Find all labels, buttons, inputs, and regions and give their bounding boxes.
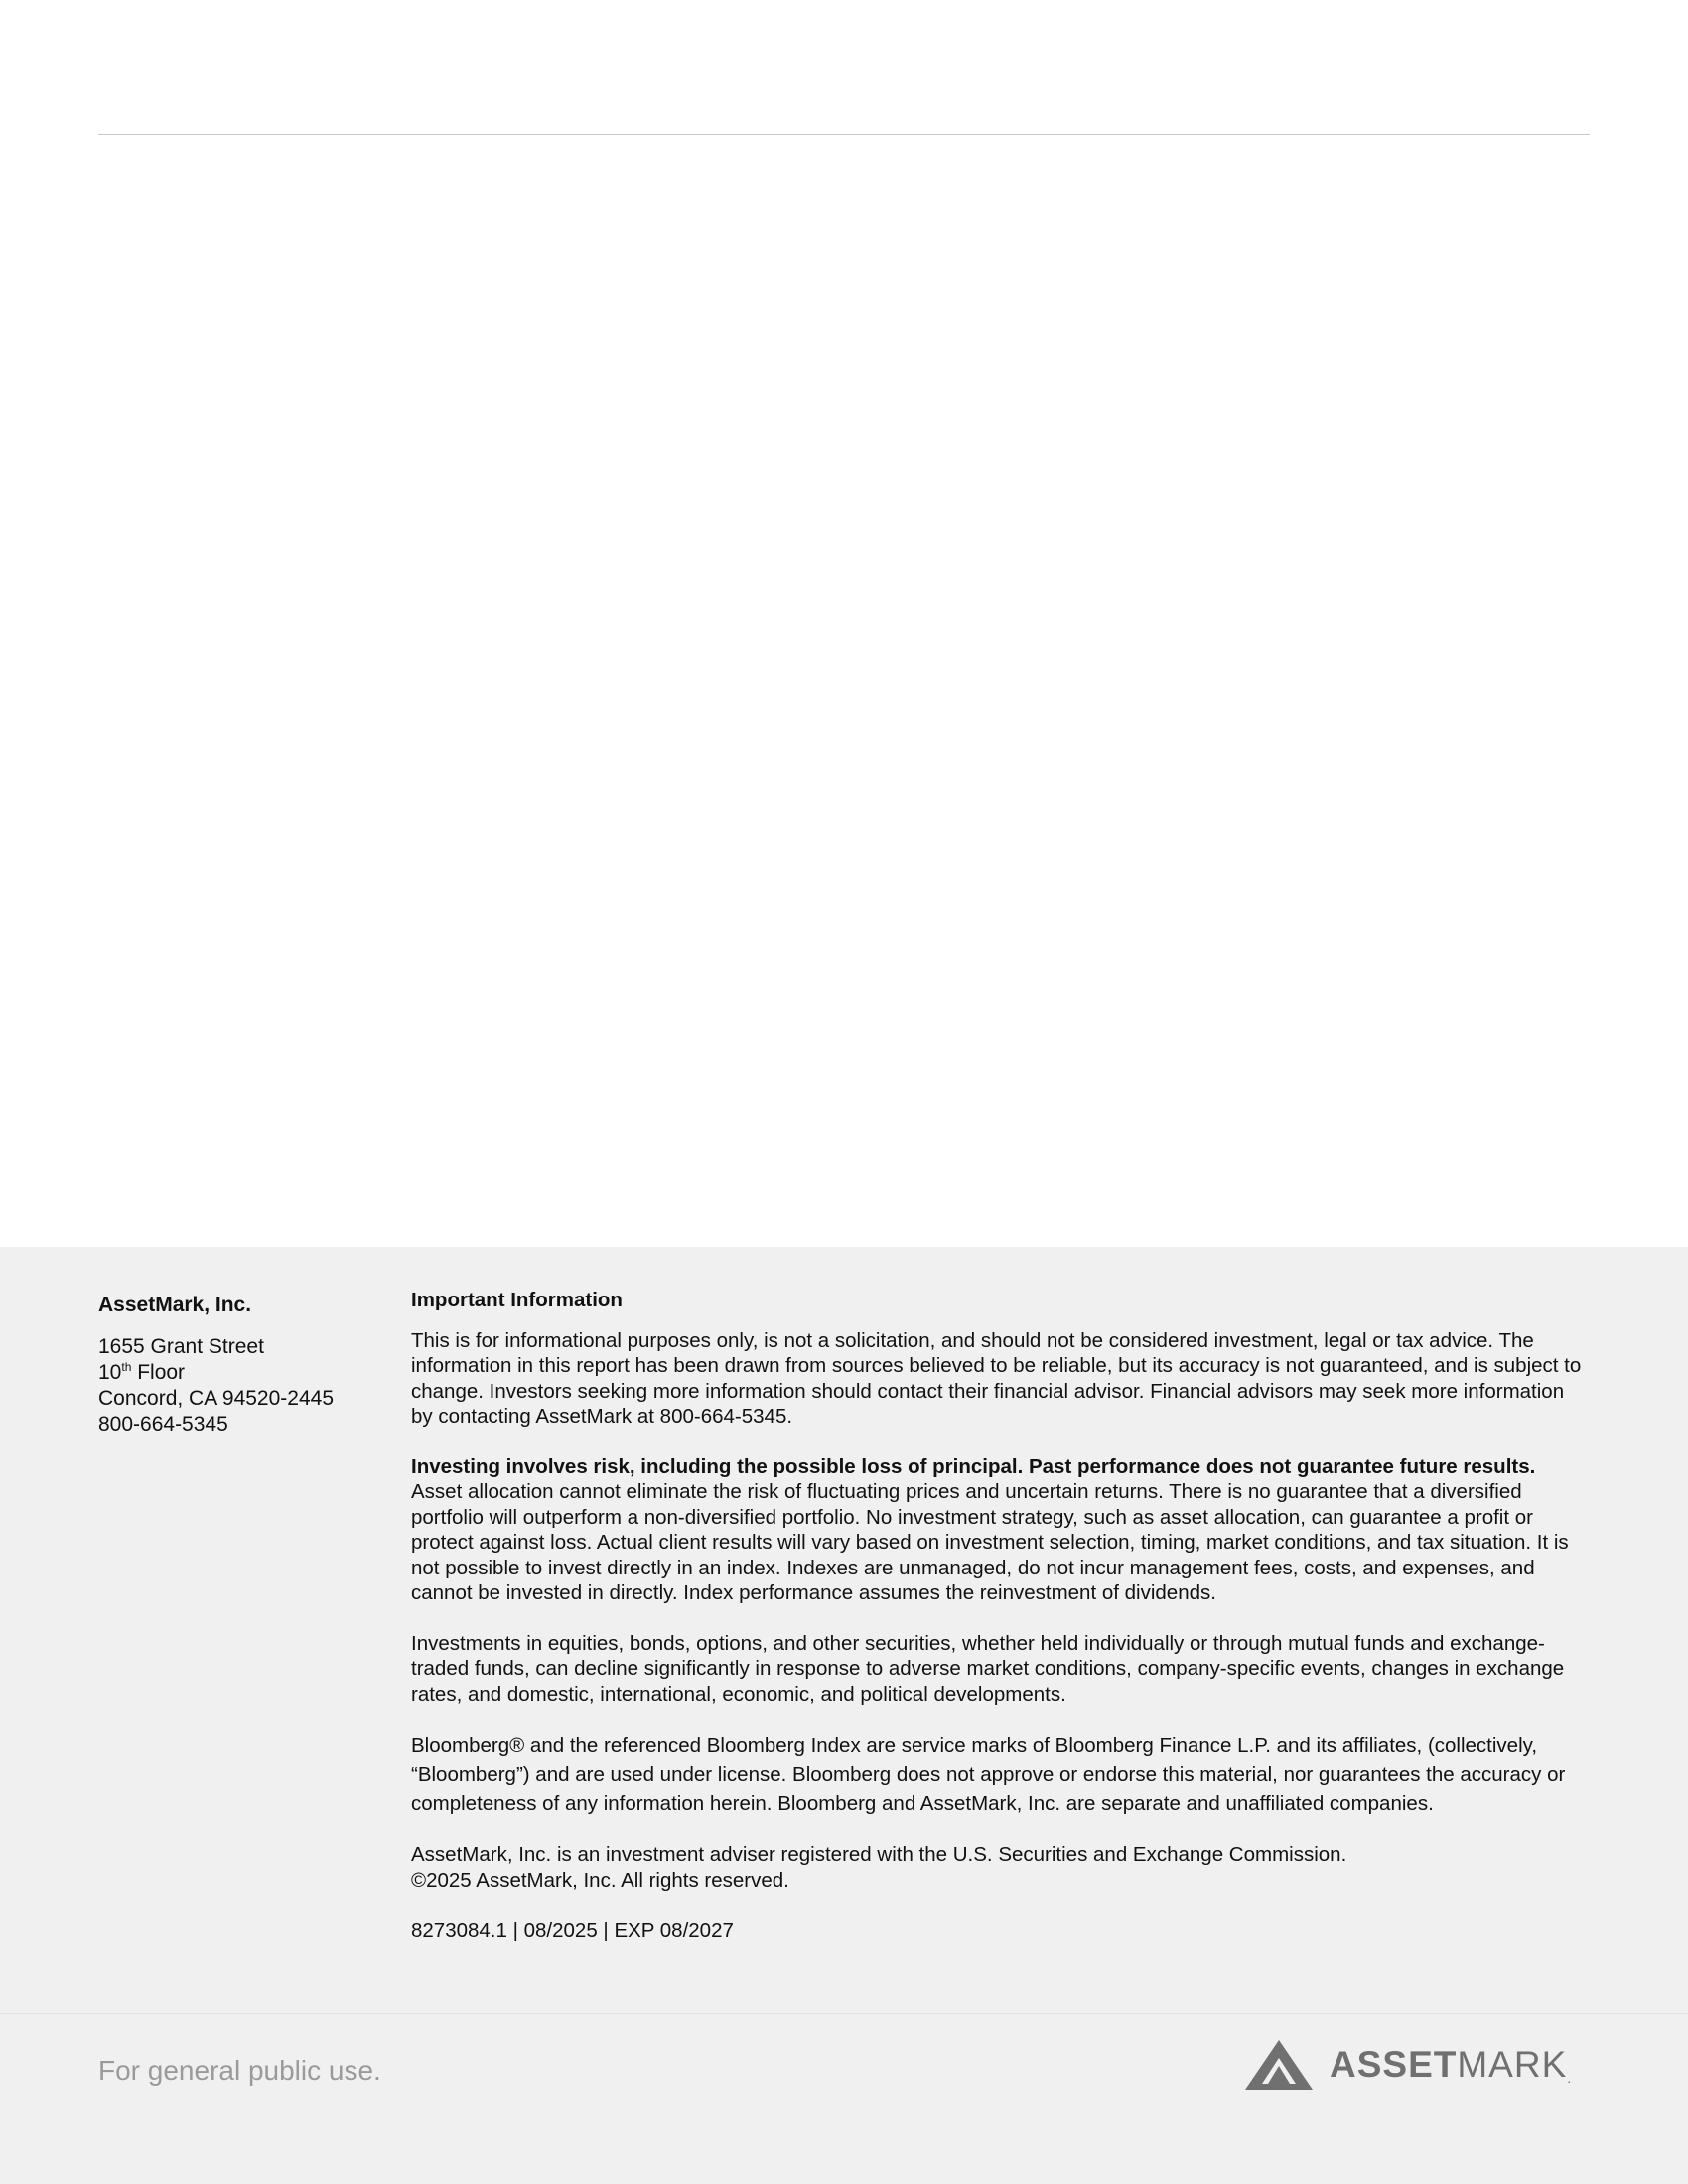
address-city: Concord, CA 94520-2445: [98, 1387, 334, 1410]
assetmark-mountain-icon: [1244, 2038, 1314, 2092]
info-paragraph-registration: [411, 1843, 1583, 1893]
footer-divider: [0, 2013, 1688, 2014]
address-street: 1655 Grant Street: [98, 1335, 264, 1358]
top-divider: [98, 134, 1590, 135]
floor-word: Floor: [131, 1361, 186, 1384]
logo-word-asset: ASSET: [1330, 2044, 1458, 2085]
logo-wordmark: [1330, 2044, 1572, 2086]
public-use-notice: For general public use.: [98, 2055, 381, 2086]
risk-statement: Investing involves risk, including the possible loss of principal. Past performance does not guarantee future results.: [411, 1454, 1536, 1478]
registration-line: AssetMark, Inc. is an investment adviser registered with the U.S. Securities and Exchange Commission.: [411, 1843, 1347, 1866]
assetmark-logo: [1244, 2037, 1598, 2093]
company-address: [98, 1293, 386, 1437]
address-phone: 800-664-5345: [98, 1413, 228, 1435]
risk-details: Asset allocation cannot eliminate the risk of fluctuating prices and uncertain returns. There is no guarantee that a diversified portfolio will outperform a non-diversified portfolio. No investment strategy, such as asset allocation, can guarantee a profit or protect against loss. Actual client results will vary based on investment selection, timing, market conditions, and tax situation. It is not possible to invest directly in an index. Indexes are unmanaged, do not incur management fees, costs, and expenses, and cannot be invested in directly. Index performance assumes the reinvestment of dividends.: [411, 1480, 1569, 1604]
document-code: 8273084.1 | 08/2025 | EXP 08/2027: [411, 1919, 734, 1942]
info-paragraph-securities: Investments in equities, bonds, options, and other securities, whether held individually or through mutual funds and exchange-traded funds, can decline significantly in response to adverse market conditions, company-specific events, changes in exchange rates, and domestic, international, economic, and political developments.: [411, 1631, 1565, 1706]
important-information: [411, 1288, 1583, 1969]
info-paragraph-purpose: This is for informational purposes only, is not a solicitation, and should not be considered investment, legal or tax advice. The information in this report has been drawn from sources believed to be reliable, but its accuracy is not guaranteed, and is subject to change. Investors seeking more information should contact their financial advisor. Financial advisors may seek more information by contacting AssetMark at 800-664-5345.: [411, 1328, 1582, 1428]
info-paragraph-risk: [411, 1454, 1583, 1606]
address-floor: [98, 1360, 386, 1386]
info-paragraph-bloomberg: Bloomberg® and the referenced Bloomberg Index are service marks of Bloomberg Finance L.P. and its affiliates, (collectively, “Bloomberg”) and are used under license. Bloomberg does not approve or endorse this material, nor guarantees the accuracy or completeness of any information herein. Bloomberg and AssetMark, Inc. are separate and unaffiliated companies.: [411, 1734, 1566, 1815]
floor-suffix: th: [121, 1360, 132, 1374]
logo-word-mark: MARK: [1457, 2044, 1568, 2085]
copyright-line: ©2025 AssetMark, Inc. All rights reserved.: [411, 1868, 789, 1892]
logo-mark-dot: .: [1567, 2070, 1573, 2086]
company-name: AssetMark, Inc.: [98, 1294, 252, 1316]
info-heading: Important Information: [411, 1289, 623, 1311]
floor-number: 10: [98, 1361, 122, 1384]
